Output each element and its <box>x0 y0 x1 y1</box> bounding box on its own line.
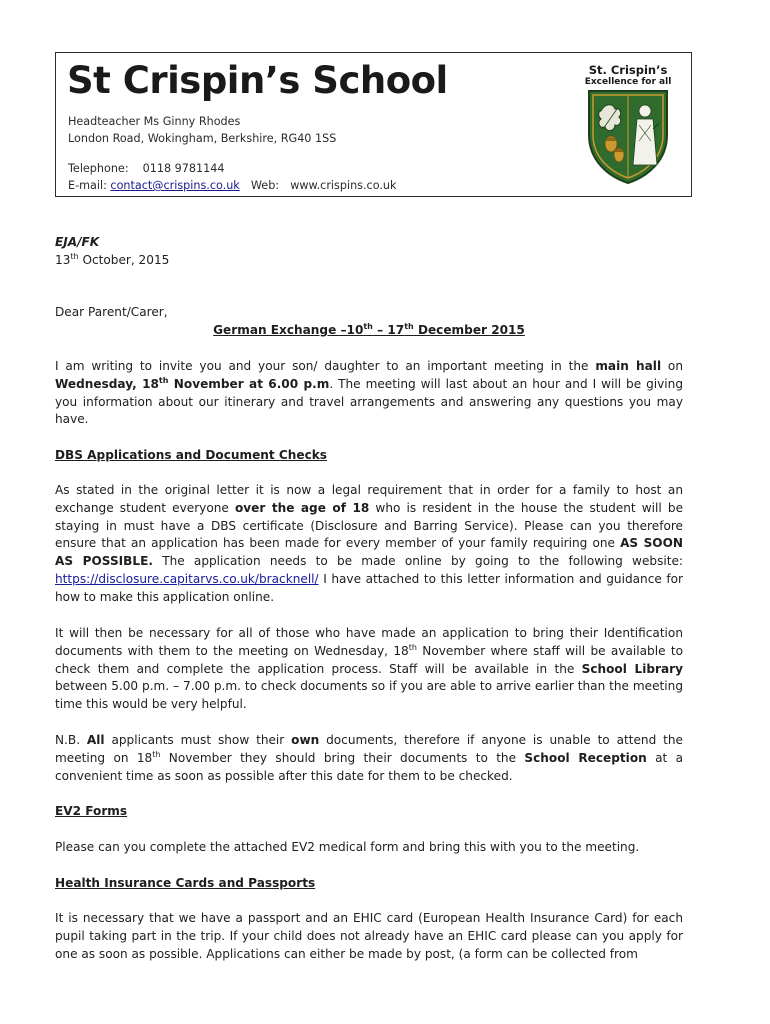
letter-date: 13th October, 2015 <box>55 251 170 267</box>
crest-motto: Excellence for all <box>584 77 672 87</box>
telephone-number: 0118 9781144 <box>142 162 225 175</box>
telephone-line <box>68 162 224 175</box>
web-label: Web: <box>250 179 280 192</box>
health-heading: Health Insurance Cards and Passports <box>55 876 316 890</box>
reference: EJA/FK <box>55 235 100 249</box>
letterhead <box>55 52 692 197</box>
email-label: E-mail: <box>68 179 107 192</box>
telephone-label: Telephone: <box>68 162 129 175</box>
headteacher: Headteacher Ms Ginny Rhodes <box>68 115 241 128</box>
letter-subject: German Exchange –10th – 17th December 2015 <box>213 321 525 337</box>
health-paragraph: It is necessary that we have a passport and an EHIC card (European Health Insurance Card) for each pupil taking part in the trip. If your child does not already have an EHIC card please can you apply for one as soon as possible. Applications can either be made by post, (a form can be collected from <box>55 911 683 961</box>
intro-paragraph: I am writing to invite you and your son/ daughter to an important meeting in the main hall on Wednesday, 18th November at 6.00 p.m. The meeting will last about an hour and I will be giving you information about our itinerary and travel arrangements and answering any questions you may have. <box>55 359 683 427</box>
web-address: www.crispins.co.uk <box>290 179 397 192</box>
ev2-paragraph: Please can you complete the attached EV2 medical form and bring this with you to the meeting. <box>55 840 640 854</box>
salutation: Dear Parent/Carer, <box>55 305 168 319</box>
nb-paragraph: N.B. All applicants must show their own documents, therefore if anyone is unable to attend the meeting on 18th November they should bring their documents to the School Reception at a convenient time as soon as possible after this date for them to be checked. <box>55 733 684 783</box>
dbs-paragraph: As stated in the original letter it is now a legal requirement that in order for a family to host an exchange student everyone over the age of 18 who is resident in the house the student will be staying in must have a DBS certificate (Disclosure and Barring Service). Please can you therefore ensure that an application has been made for every member of your family requiring one AS SOON AS POSSIBLE. The application needs to be made online by going to the following website: https://disclosure.capitarvs.co.uk/bracknell/ I have attached to this letter information and guidance for how to make this application online. <box>55 483 684 604</box>
school-crest <box>571 63 685 193</box>
identification-paragraph: It will then be necessary for all of those who have made an application to bring their Identification documents with them to the meeting on Wednesday, 18th November where staff will be available to check them and complete the application process. Staff will be available in the School Library between 5.00 p.m. – 7.00 p.m. to check documents so if you are able to arrive earlier than the meeting time this would be very helpful. <box>55 626 683 712</box>
school-address: London Road, Wokingham, Berkshire, RG40 1SS <box>68 132 337 145</box>
crest-title: St. Crispin’s <box>588 63 668 77</box>
school-name: St Crispin’s School <box>67 59 448 102</box>
crest-shield-icon <box>587 89 669 185</box>
contact-line <box>68 179 396 192</box>
dbs-website-link[interactable]: https://disclosure.capitarvs.co.uk/bracknell/ <box>55 571 319 586</box>
ev2-heading: EV2 Forms <box>55 804 128 818</box>
email-link[interactable]: contact@crispins.co.uk <box>110 179 240 192</box>
dbs-heading: DBS Applications and Document Checks <box>55 448 327 462</box>
